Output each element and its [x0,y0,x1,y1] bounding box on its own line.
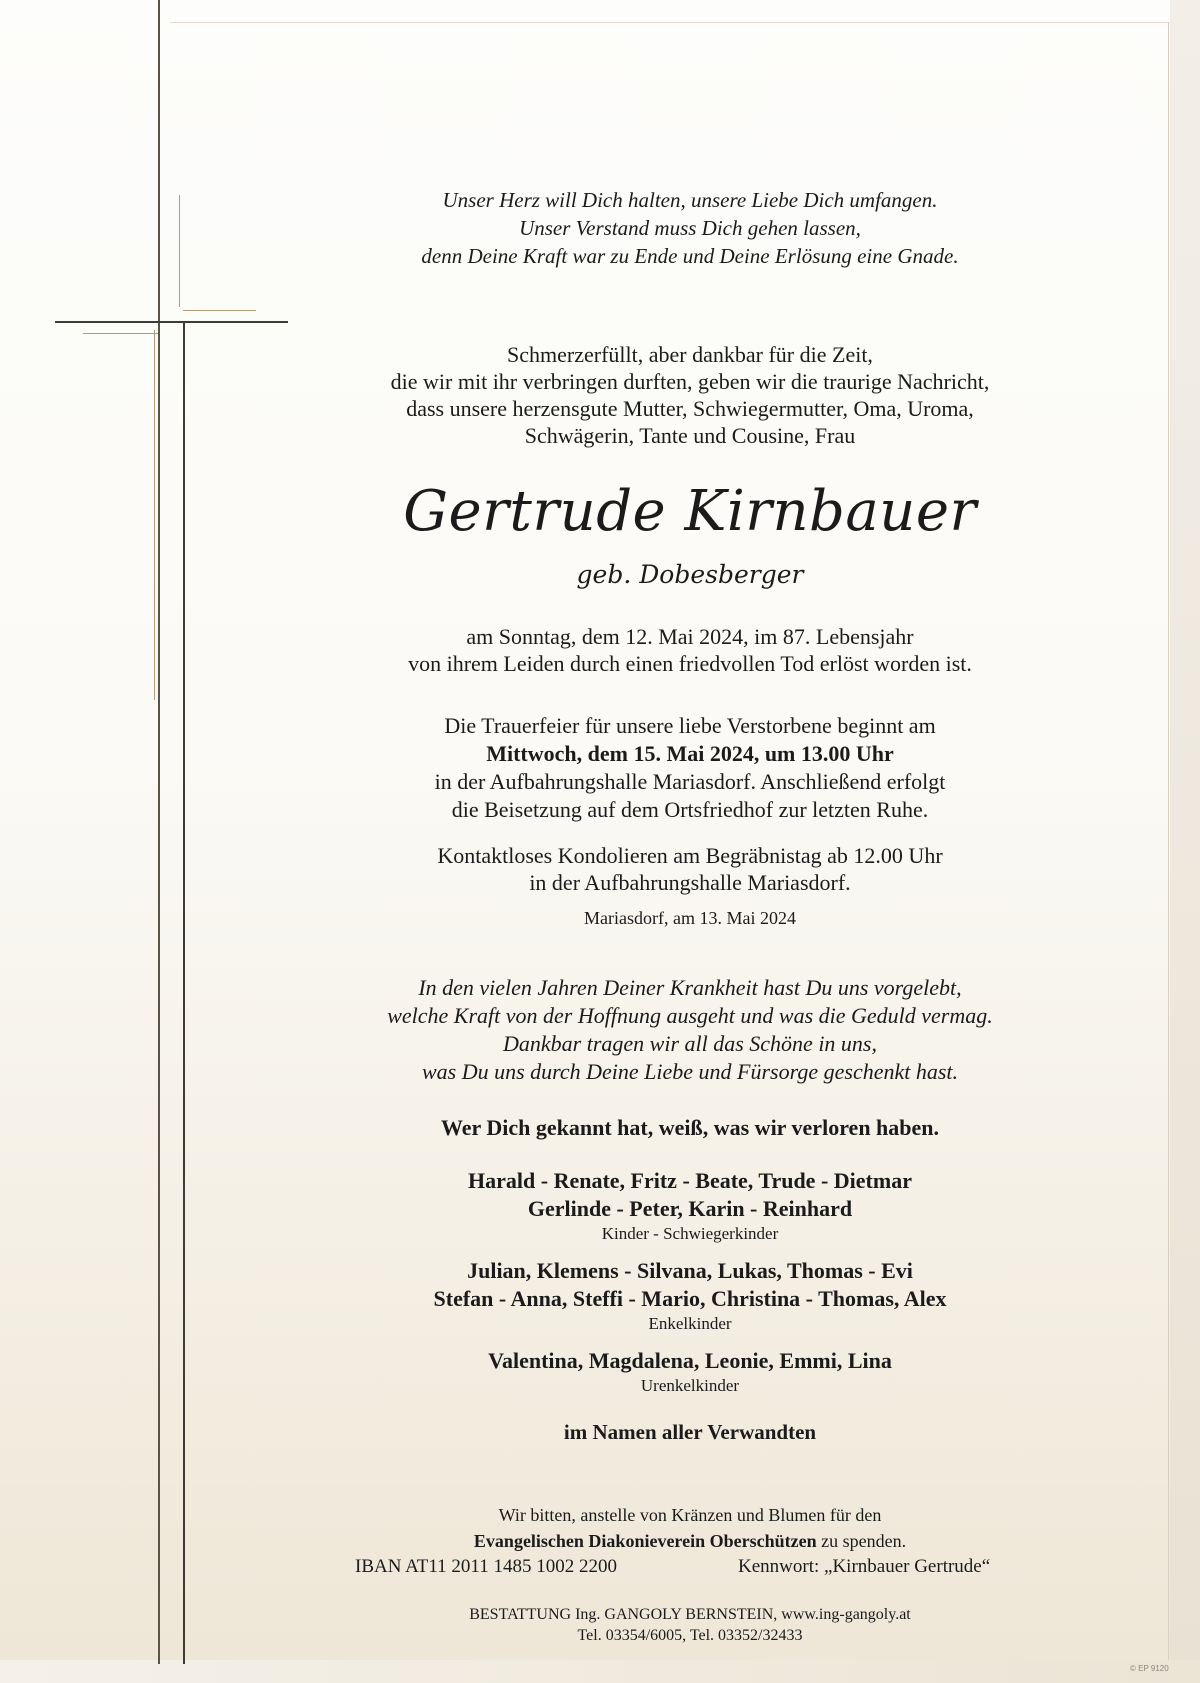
on-behalf-line: im Namen aller Verwandten [563,1420,817,1444]
cross-horizontal-line [55,321,288,323]
place-date: Mariasdorf, am 13. Mai 2024 [584,908,796,928]
paper-bottom-edge [0,1660,1200,1683]
donation-line: Wir bitten, anstelle von Kränzen und Blumen für den [498,1505,882,1525]
great-grandchildren-line: Valentina, Magdalena, Leonie, Emmi, Lina [488,1348,892,1373]
death-notice [300,623,1080,677]
children-line: Harald - Renate, Fritz - Beate, Trude - Dietmar [468,1168,912,1193]
cross-vertical-line [183,322,185,1664]
paper-edge [1170,0,1200,1683]
paper-top-line [170,22,1170,23]
opening-verse [300,186,1080,270]
deceased-name: Gertrude Kirnbauer [403,479,977,544]
verse-line: denn Deine Kraft war zu Ende und Deine Erlösung eine Gnade. [421,244,959,268]
undertaker-line: Tel. 03354/6005, Tel. 03352/32433 [577,1627,803,1644]
intro-line: Schmerzerfüllt, aber dankbar für die Zeit, [507,342,873,367]
funeral-line: Die Trauerfeier für unsere liebe Verstorbene beginnt am [444,713,936,738]
great-grandchildren-label: Urenkelkinder [640,1376,740,1395]
funeral-info [300,712,1080,824]
cross-horizontal-gold-line [183,310,256,311]
cross-vertical-gold-line [179,195,180,307]
paper-edge-line [1168,22,1169,1662]
maiden-name: geb. Dobesberger [576,560,804,589]
verse-line: Dankbar tragen wir all das Schöne in uns, [503,1031,877,1056]
undertaker-line: BESTATTUNG Ing. GANGOLY BERNSTEIN, www.ing-gangoly.at [469,1606,911,1623]
closing-verse [300,974,1080,1086]
donation-line [300,1528,1080,1554]
intro-text [300,341,1080,449]
condolence-line: in der Aufbahrungshalle Mariasdorf. [529,870,851,895]
donation-request [300,1502,1080,1554]
verse-line: Unser Herz will Dich halten, unsere Liebe Dich umfangen. [442,188,938,212]
iban: IBAN AT11 2011 1485 1002 2200 [355,1556,617,1577]
funeral-line: in der Aufbahrungshalle Mariasdorf. Anschließend erfolgt [434,769,946,794]
death-line: von ihrem Leiden durch einen friedvollen Tod erlöst worden ist. [408,651,972,676]
children-line: Gerlinde - Peter, Karin - Reinhard [527,1196,853,1221]
cross-horizontal-gold-line [83,333,158,334]
funeral-date-time: Mittwoch, dem 15. Mai 2024, um 13.00 Uhr [486,741,894,766]
intro-line: dass unsere herzensgute Mutter, Schwiegermutter, Oma, Uroma, [406,396,974,421]
cross-vertical-line [158,0,160,1664]
verse-line: welche Kraft von der Hoffnung ausgeht und was die Geduld vermag. [387,1003,993,1028]
mourners-list [300,1167,1080,1397]
intro-line: Schwägerin, Tante und Cousine, Frau [524,423,856,448]
donation-keyword: Kennwort: „Kirnbauer Gertrude“ [738,1556,991,1577]
verse-line: In den vielen Jahren Deiner Krankheit hast Du uns vorgelebt, [418,975,962,1000]
print-code: © EP 9120 [1130,1664,1169,1673]
verse-line: was Du uns durch Deine Liebe und Fürsorge geschenkt hast. [421,1059,959,1084]
children-label: Kinder - Schwiegerkinder [601,1224,779,1243]
grandchildren-label: Enkelkinder [648,1314,732,1333]
condolence-line: Kontaktloses Kondolieren am Begräbnistag ab 12.00 Uhr [437,843,943,868]
cross-vertical-gold-line [154,330,155,700]
undertaker-info [300,1604,1080,1646]
grandchildren-line: Stefan - Anna, Steffi - Mario, Christina - Thomas, Alex [433,1286,947,1311]
motto: Wer Dich gekannt hat, weiß, was wir verloren haben. [440,1115,940,1140]
donation-organization: Evangelischen Diakonieverein Oberschützen [473,1531,817,1551]
grandchildren-line: Julian, Klemens - Silvana, Lukas, Thomas - Evi [467,1258,913,1283]
funeral-line: die Beisetzung auf dem Ortsfriedhof zur letzten Ruhe. [451,797,929,822]
condolence-info [300,842,1080,896]
verse-line: Unser Verstand muss Dich gehen lassen, [519,216,861,240]
death-line: am Sonntag, dem 12. Mai 2024, im 87. Lebensjahr [466,624,914,649]
intro-line: die wir mit ihr verbringen durften, geben wir die traurige Nachricht, [390,369,990,394]
donation-suffix: zu spenden. [816,1531,907,1551]
